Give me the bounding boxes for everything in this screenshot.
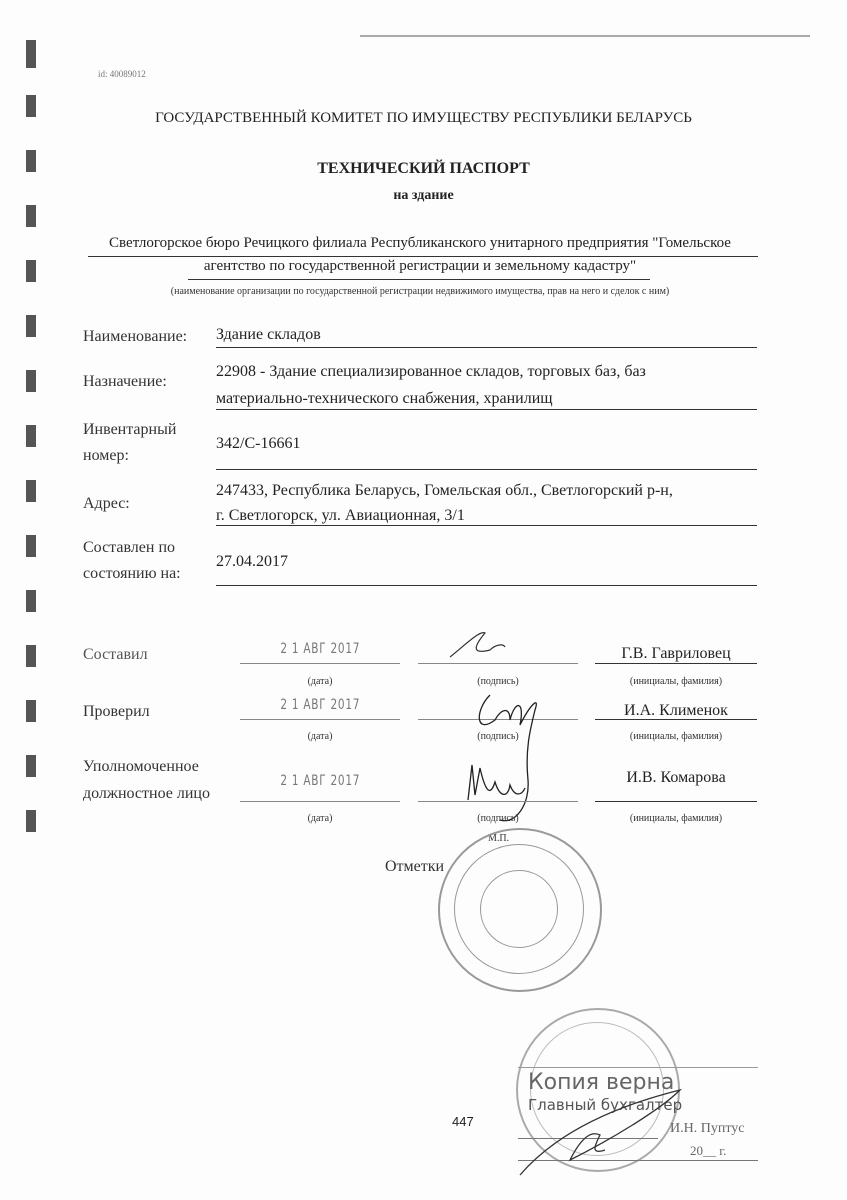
stamp-line — [518, 1067, 758, 1068]
header: ГОСУДАРСТВЕННЫЙ КОМИТЕТ ПО ИМУЩЕСТВУ РЕСПУБЛИКИ БЕЛАРУСЬ — [155, 110, 692, 126]
authorized-label-2: должностное лицо — [83, 785, 210, 802]
binding-mark — [26, 315, 36, 337]
compiler-name: Г.В. Гавриловец — [621, 645, 731, 662]
caption-date: (дата) — [307, 813, 333, 824]
date-line — [240, 663, 400, 664]
date-line — [240, 801, 400, 802]
name-label: Наименование: — [83, 328, 188, 345]
caption-name: (инициалы, фамилия) — [629, 731, 723, 742]
official-seal — [438, 828, 602, 992]
marks-label: Отметки — [385, 858, 445, 875]
caption-date: (дата) — [307, 676, 333, 687]
purpose-value-2: материально-технического снабжения, хранилищ — [216, 390, 553, 407]
binding-mark — [26, 535, 36, 557]
date-stamp: 2 1 АВГ 2017 — [280, 641, 360, 657]
seal-center-ring — [480, 870, 558, 948]
caption-name: (инициалы, фамилия) — [629, 813, 723, 824]
name-line — [595, 801, 757, 802]
underline — [216, 525, 757, 526]
org-line2: агентство по государственной регистрации и земельному кадастру" — [203, 258, 637, 274]
underline — [188, 279, 650, 280]
caption-signature: (подпись) — [477, 676, 519, 687]
date-line — [240, 719, 400, 720]
asof-label-2: состоянию на: — [83, 565, 181, 582]
underline — [216, 585, 757, 586]
copy-certified-position: Главный бухгалтер — [528, 1096, 683, 1114]
checker-name: И.А. Клименок — [624, 702, 728, 719]
date-stamp: 2 1 АВГ 2017 — [280, 773, 360, 789]
asof-value: 27.04.2017 — [216, 553, 288, 570]
inventory-value: 342/С-16661 — [216, 435, 301, 452]
org-caption — [60, 281, 780, 299]
caption-name: (инициалы, фамилия) — [629, 676, 723, 687]
page-number: 447 — [452, 1114, 474, 1129]
inventory-label-1: Инвентарный — [83, 421, 177, 438]
purpose-label: Назначение: — [83, 373, 167, 390]
copy-certified-text: Копия верна — [528, 1070, 675, 1095]
caption-signature: (подпись) — [477, 731, 519, 742]
org-caption-text: (наименование организации по государственной регистрации недвижимого имущества, прав на него и сделок с ним) — [170, 286, 670, 297]
binding-mark — [26, 810, 36, 832]
name-value: Здание складов — [216, 326, 321, 343]
signature-mark — [460, 760, 530, 805]
authorized-label-1: Уполномоченное — [83, 758, 199, 775]
underline — [216, 347, 757, 348]
date-stamp: 2 1 АВГ 2017 — [280, 697, 360, 713]
binding-mark — [26, 425, 36, 447]
compiled-by-label: Составил — [83, 646, 148, 663]
address-value-1: 247433, Республика Беларусь, Гомельская обл., Светлогорский р-н, — [216, 482, 673, 499]
checked-by-label: Проверил — [83, 703, 150, 720]
binding-mark — [26, 370, 36, 392]
subtitle: на здание — [393, 188, 454, 203]
copy-certified-year: 20__ г. — [690, 1143, 727, 1158]
seal-place-label: М.П. — [488, 833, 510, 844]
authorized-name: И.В. Комарова — [626, 769, 726, 786]
name-line — [595, 663, 757, 664]
binding-mark — [26, 205, 36, 227]
binding-mark — [26, 260, 36, 282]
underline — [216, 469, 757, 470]
address-label: Адрес: — [83, 495, 130, 512]
binding-mark — [26, 645, 36, 667]
inventory-label-2: номер: — [83, 447, 129, 464]
underline — [216, 409, 757, 410]
org-line1: Светлогорское бюро Речицкого филиала Республиканского унитарного предприятия "Гомельское — [109, 235, 731, 251]
binding-mark — [26, 755, 36, 777]
name-line — [595, 719, 757, 720]
certifier-signature — [510, 1080, 690, 1180]
caption-signature: (подпись) — [477, 813, 519, 824]
purpose-value-1: 22908 - Здание специализированное складов, торговых баз, баз — [216, 363, 646, 380]
binding-mark — [26, 480, 36, 502]
underline — [88, 256, 758, 257]
binding-mark — [26, 590, 36, 612]
asof-label-1: Составлен по — [83, 539, 176, 556]
caption-date: (дата) — [307, 731, 333, 742]
copy-certified-name: И.Н. Пуптус — [670, 1121, 745, 1136]
document-id: id: 40089012 — [98, 69, 146, 79]
binding-mark — [26, 40, 36, 68]
binding-mark — [26, 700, 36, 722]
signature-mark — [445, 625, 515, 665]
page-title: ТЕХНИЧЕСКИЙ ПАСПОРТ — [317, 160, 530, 177]
scan-edge — [360, 35, 810, 37]
address-value-2: г. Светлогорск, ул. Авиационная, 3/1 — [216, 507, 465, 524]
